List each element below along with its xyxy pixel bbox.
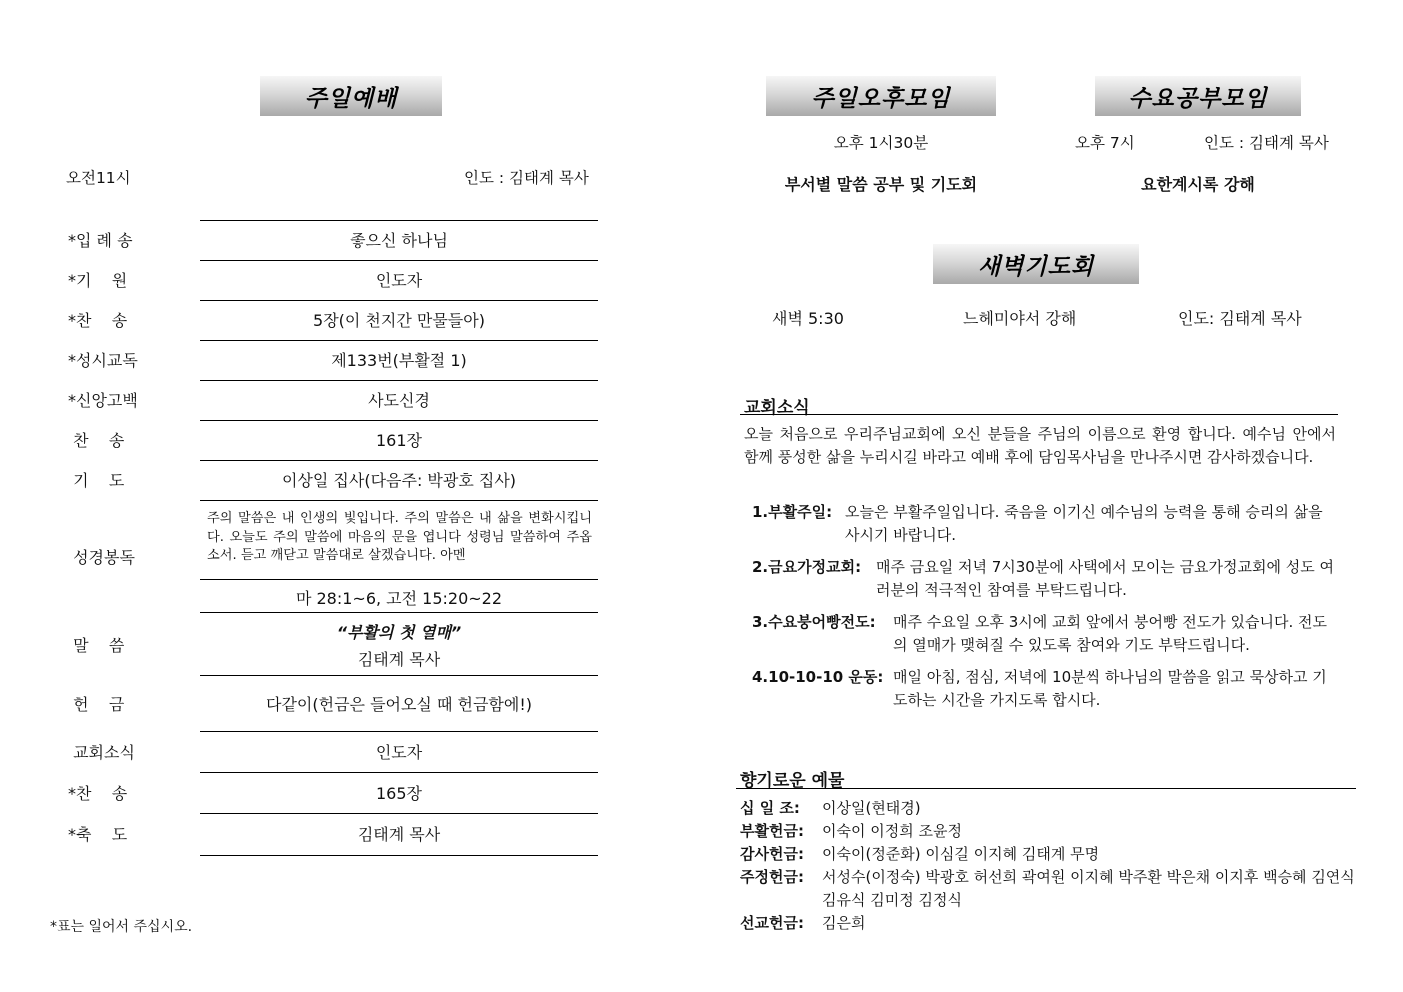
offering-item (740, 820, 1364, 843)
church-news-title: 교회소식 (744, 398, 810, 418)
order-label: *찬 송 (68, 784, 128, 803)
offering-item (740, 866, 1364, 912)
wednesday-desc: 요한계시록 강해 (1141, 175, 1255, 194)
wednesday-study-title: 수요공부모임 (1095, 76, 1301, 116)
news-item-text: 오늘은 부활주일입니다. 죽음을 이기신 예수님의 능력을 통해 승리의 삶을 사시기 바랍니다. (845, 503, 1323, 544)
afternoon-time: 오후 1시30분 (833, 134, 929, 152)
news-item-key: 1.부활주일: (752, 503, 833, 521)
wednesday-leader: 인도 : 김태계 목사 (1204, 134, 1329, 152)
offering-key: 십 일 조: (740, 799, 800, 817)
news-item-text: 매주 수요일 오후 3시에 교회 앞에서 붕어빵 전도가 있습니다. 전도의 열매가 맺혀질 수 있도록 참여와 기도 부탁드립니다. (893, 613, 1327, 654)
order-value: 다같이(헌금은 들어오실 때 헌금함에!) (266, 695, 532, 714)
news-item (752, 501, 1337, 547)
order-label: 말 씀 (68, 636, 125, 655)
news-item-text: 매주 금요일 저녁 7시30분에 사택에서 모이는 금요가정교회에 성도 여러분의 적극적인 참여를 부탁드립니다. (876, 558, 1335, 599)
offering-item (740, 843, 1364, 866)
order-label: *찬 송 (68, 311, 128, 330)
offering-item (740, 912, 1364, 935)
news-item (752, 556, 1337, 602)
order-value: 제133번(부활절 1) (331, 351, 467, 370)
order-value: 이상일 집사(다음주: 박광호 집사) (281, 471, 517, 490)
sermon-title: “부활의 첫 열매” (336, 623, 462, 642)
offering-key: 주정헌금: (740, 868, 804, 886)
wednesday-time: 오후 7시 (1075, 134, 1135, 152)
worship-time: 오전11시 (66, 169, 131, 187)
order-label: 헌 금 (68, 695, 125, 714)
order-value: 인도자 (375, 743, 423, 762)
news-item (752, 666, 1337, 712)
offering-key: 감사헌금: (740, 845, 804, 863)
order-label: *기 원 (68, 271, 128, 290)
news-item-key: 3.수요붕어빵전도: (752, 613, 876, 631)
order-label: 교회소식 (68, 743, 135, 762)
offering-names: 서성수(이정숙) 박광호 허선희 곽여원 이지혜 박주환 박은채 이지후 백승혜 김연식 김유식 김미정 김정식 (822, 868, 1355, 909)
dawn-desc: 느헤미야서 강해 (963, 309, 1077, 328)
offering-names: 이숙이 이정희 조윤정 (822, 822, 962, 840)
order-value: 좋으신 하나님 (350, 231, 448, 250)
order-value: 인도자 (375, 271, 423, 290)
offering-names: 김은희 (822, 914, 866, 932)
offering-divider (736, 788, 1356, 789)
order-value: 사도신경 (368, 391, 430, 410)
dawn-time: 새벽 5:30 (772, 309, 844, 328)
order-label: *신앙고백 (68, 391, 138, 410)
afternoon-meeting-title: 주일오후모임 (766, 76, 996, 116)
worship-leader: 인도 : 김태계 목사 (464, 169, 589, 187)
dawn-prayer-title: 새벽기도회 (933, 244, 1139, 284)
order-label: 찬 송 (68, 431, 125, 450)
order-label: 기 도 (68, 471, 125, 490)
news-item-key: 2.금요가정교회: (752, 558, 862, 576)
offering-title: 향기로운 예물 (740, 771, 845, 791)
church-news-divider (740, 414, 1338, 415)
order-label: *입 례 송 (68, 231, 133, 250)
offering-key: 부활헌금: (740, 822, 804, 840)
order-value: 165장 (376, 784, 422, 803)
order-value: 김태계 목사 (357, 825, 441, 844)
standing-footnote: *표는 일어서 주십시오. (50, 919, 193, 935)
sermon-preacher: 김태계 목사 (357, 650, 441, 669)
scripture-reference: 마 28:1~6, 고전 15:20~22 (295, 589, 503, 608)
order-label: 성경봉독 (68, 548, 135, 567)
afternoon-desc: 부서별 말씀 공부 및 기도회 (784, 175, 978, 194)
offering-item (740, 797, 1364, 820)
news-item-text: 매일 아침, 점심, 저녁에 10분씩 하나님의 말씀을 읽고 묵상하고 기도하는 시간을 가지도록 합시다. (893, 668, 1327, 709)
news-item-key: 4.10-10-10 운동: (752, 668, 884, 686)
church-news-intro: 오늘 처음으로 우리주님교회에 오신 분들을 주님의 이름으로 환영 합니다. 예수님 안에서 함께 풍성한 삶을 누리시길 바라고 예배 후에 담임목사님을 만나주시면 감사하겠습니다. (744, 425, 1336, 466)
offering-key: 선교헌금: (740, 914, 804, 932)
order-label: *축 도 (68, 825, 128, 844)
order-value: 161장 (376, 431, 422, 450)
order-value: 5장(이 천지간 만물들아) (313, 311, 485, 330)
sunday-worship-title: 주일예배 (260, 76, 442, 116)
scripture-prayer: 주의 말씀은 내 인생의 빛입니다. 주의 말씀은 내 삶을 변화시킵니다. 오늘도 주의 말씀에 마음의 문을 엽니다 성령님 말씀하여 주옵소서. 듣고 깨닫고 말씀대로 살겠습니다. 아멘 (207, 511, 592, 563)
dawn-leader: 인도: 김태계 목사 (1178, 309, 1302, 328)
order-label: *성시교독 (68, 351, 138, 370)
offering-names: 이상일(현태경) (822, 799, 921, 817)
news-item (752, 611, 1337, 657)
offering-names: 이숙이(정준화) 이심길 이지혜 김태계 무명 (822, 845, 1100, 863)
